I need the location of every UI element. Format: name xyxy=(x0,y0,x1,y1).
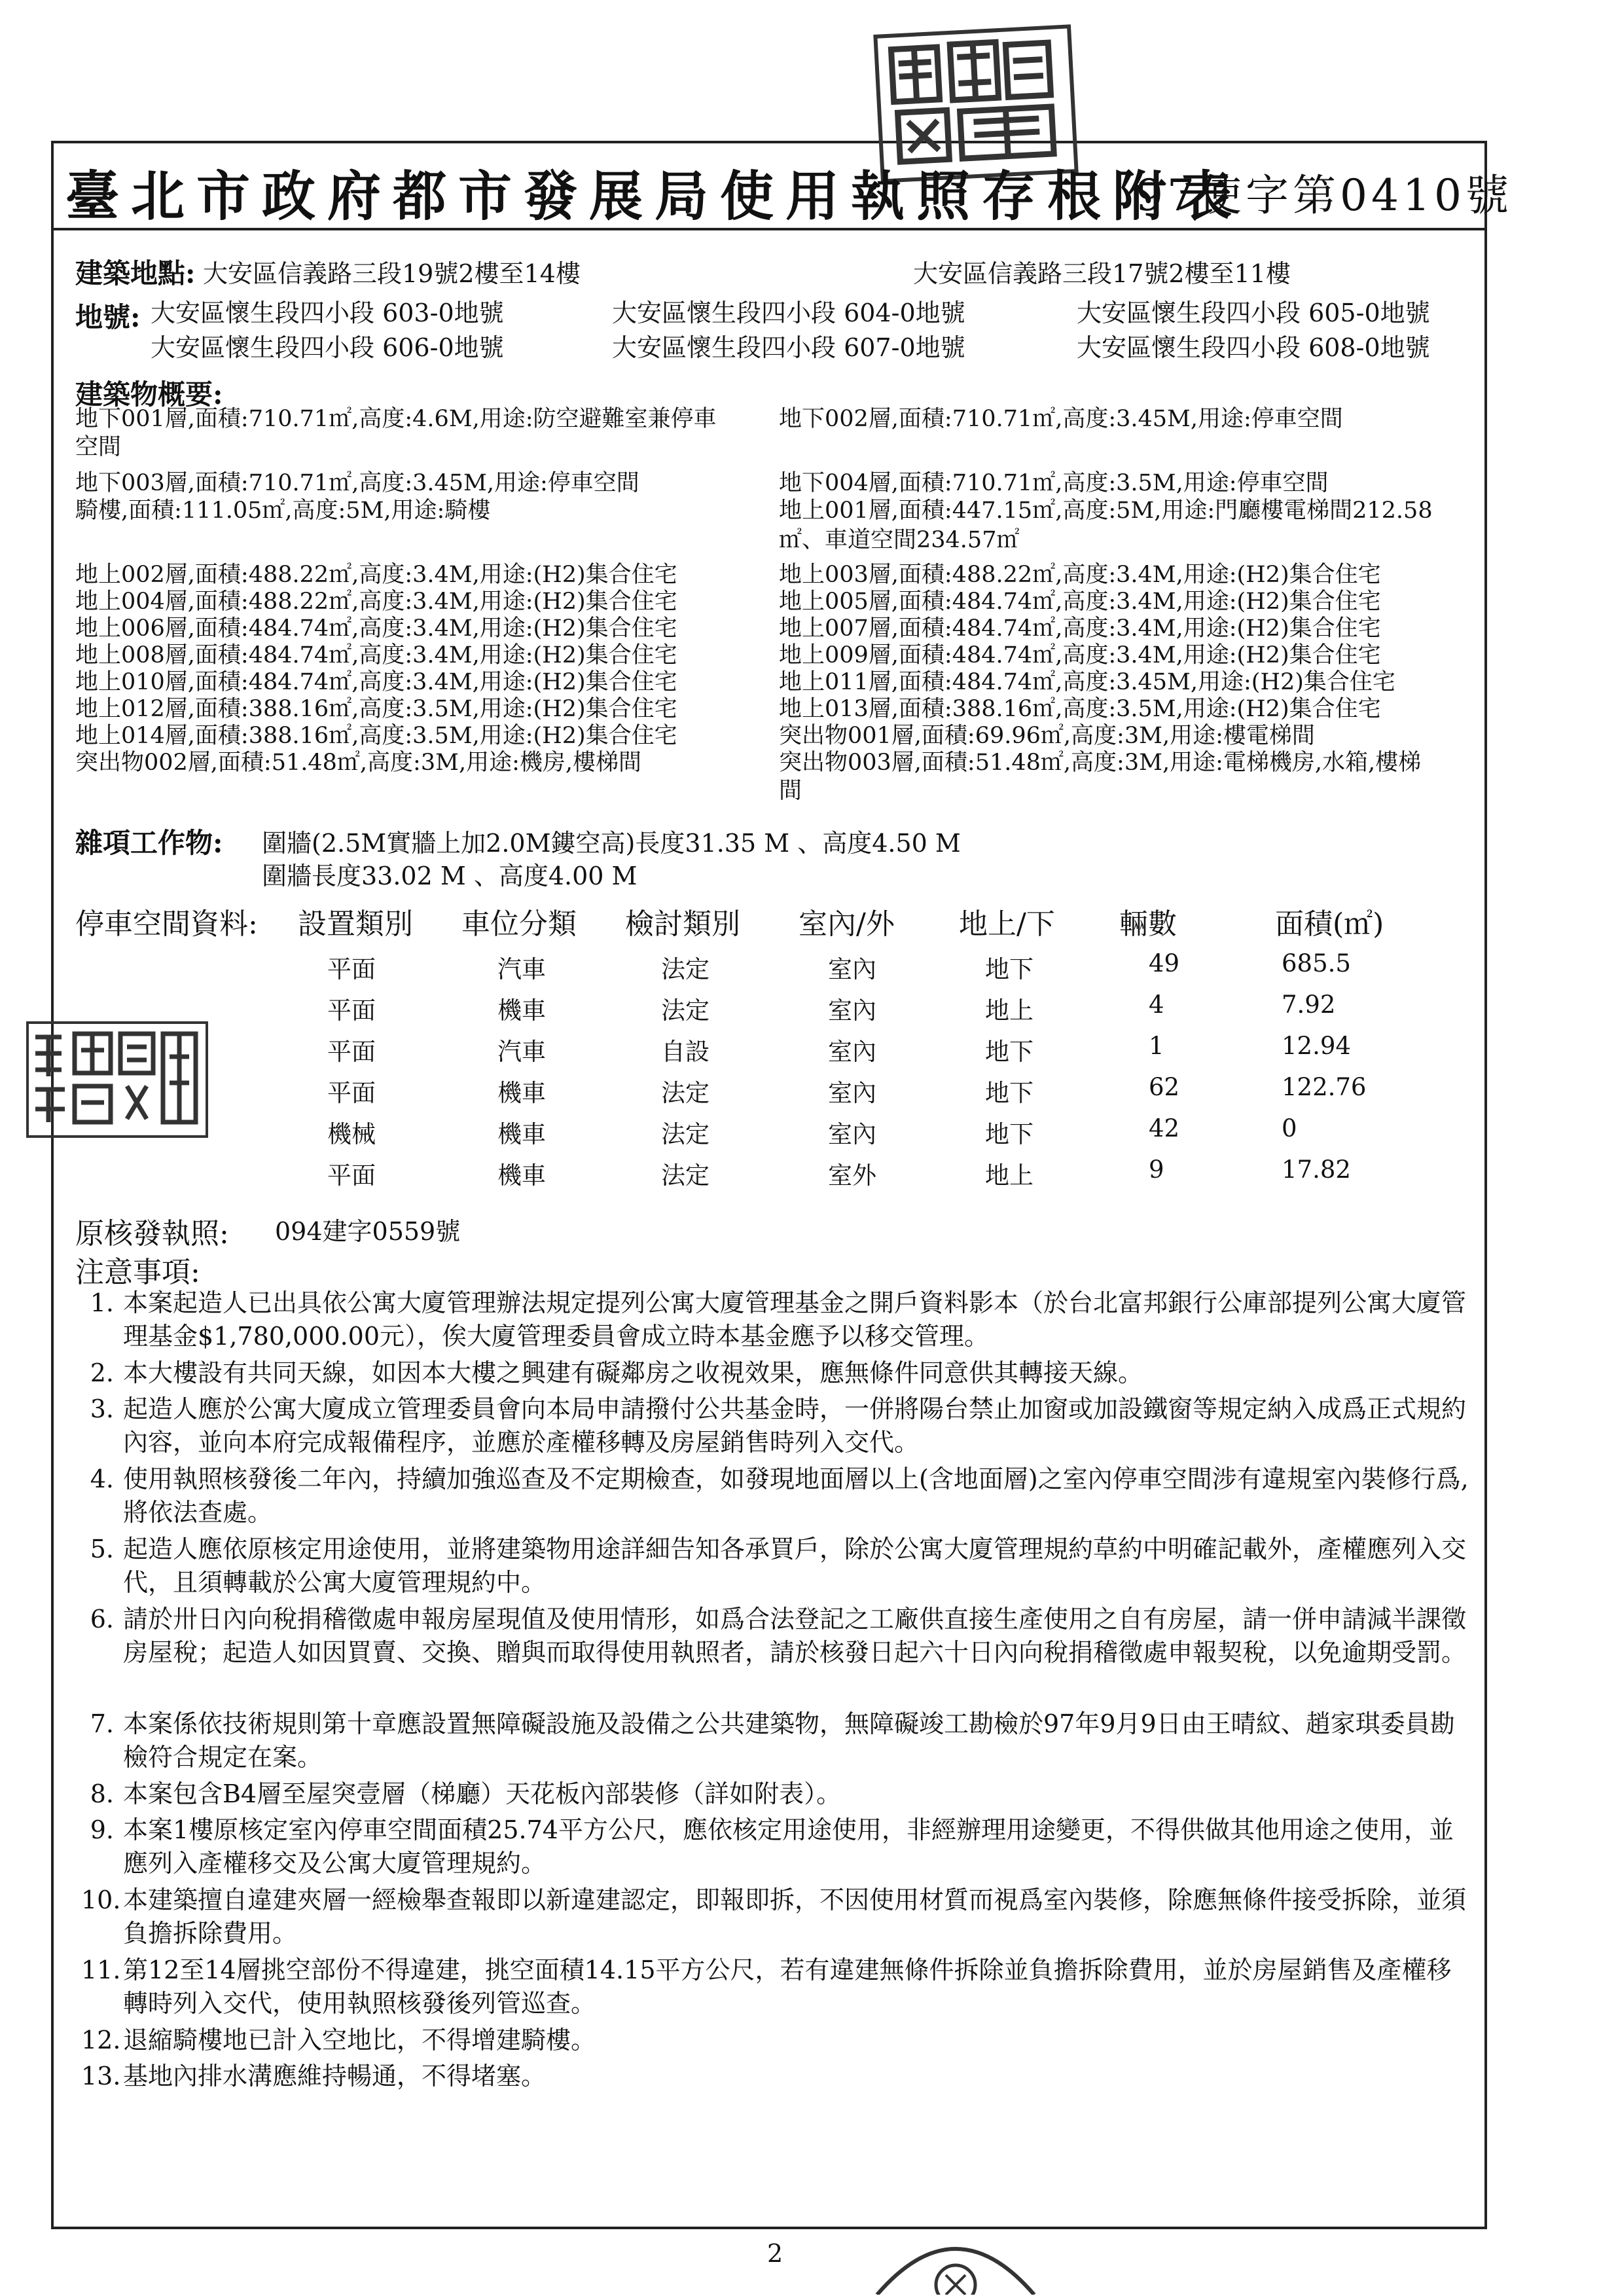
parking-header: 地上/下 xyxy=(959,907,1055,941)
overview-line: 地上007層,面積:484.74㎡,高度:3.4M,用途:(H2)集合住宅 xyxy=(779,615,1381,642)
parking-header: 面積(㎡) xyxy=(1275,907,1384,941)
parking-cell: 平面 xyxy=(327,1079,376,1107)
parking-cell: 地下 xyxy=(985,1038,1034,1066)
lot-item: 大安區懷生段四小段 607-0地號 xyxy=(612,333,965,362)
note-text: 本案1樓原核定室內停車空間面積25.74平方公尺，應依核定用途使用，非經辦理用途變更，不得供做其他用途之使用，並應列入產權移交及公寓大廈管理規約。 xyxy=(123,1815,1454,1878)
overview-line: 地上014層,面積:388.16㎡,高度:3.5M,用途:(H2)集合住宅 xyxy=(75,723,677,749)
parking-cell: 汽車 xyxy=(497,955,546,983)
note-text: 本建築擅自違建夾層一經檢舉查報即以新違建認定，即報即拆，不因使用材質而視爲室內裝修，除應無條件接受拆除，並須負擔拆除費用。 xyxy=(123,1886,1467,1948)
overview-line: 地上012層,面積:388.16㎡,高度:3.5M,用途:(H2)集合住宅 xyxy=(75,696,677,722)
overview-line: 地上001層,面積:447.15㎡,高度:5M,用途:門廳樓電梯間212.58 xyxy=(779,498,1433,524)
note-text: 請於卅日內向稅捐稽徵處申報房屋現值及使用情形，如爲合法登記之工廠供直接生產使用之自有房屋，請一併申請減半課徵房屋稅；起造人如因買賣、交換、贈與而取得使用執照者，請於核發日起六十日內向稅捐稽徵處申報契稅，以免逾期受罰。 xyxy=(123,1605,1467,1667)
parking-cell: 平面 xyxy=(327,1161,376,1190)
parking-cell: 平面 xyxy=(327,955,376,983)
overview-line: 地下004層,面積:710.71㎡,高度:3.5M,用途:停車空間 xyxy=(779,470,1329,496)
note-number: 8. xyxy=(90,1779,114,1808)
overview-line: 空間 xyxy=(75,434,122,460)
parking-cell: 室內 xyxy=(828,1079,876,1107)
seal-stamp-bottom xyxy=(871,2223,1041,2295)
parking-cell: 法定 xyxy=(661,955,710,983)
parking-header: 室內/外 xyxy=(799,907,895,941)
note-number: 4. xyxy=(90,1465,114,1493)
parking-cell: 地下 xyxy=(985,1120,1034,1148)
page-title: 臺北市政府都市發展局使用執照存根附表 xyxy=(65,165,1244,228)
overview-line: 地上010層,面積:484.74㎡,高度:3.4M,用途:(H2)集合住宅 xyxy=(75,669,677,695)
permit-number: 97使字第0410號 xyxy=(1136,170,1513,221)
lot-item: 大安區懷生段四小段 606-0地號 xyxy=(151,333,504,362)
overview-line: 地上011層,面積:484.74㎡,高度:3.45M,用途:(H2)集合住宅 xyxy=(779,669,1395,695)
overview-line: 地下003層,面積:710.71㎡,高度:3.45M,用途:停車空間 xyxy=(75,470,639,496)
parking-label: 停車空間資料: xyxy=(75,907,258,941)
lot-item: 大安區懷生段四小段 604-0地號 xyxy=(612,299,965,327)
page-number: 2 xyxy=(767,2239,783,2268)
overview-line: 突出物002層,面積:51.48㎡,高度:3M,用途:機房,樓梯間 xyxy=(75,750,641,776)
original-permit-label: 原核發執照: xyxy=(75,1217,229,1250)
overview-line: 地上002層,面積:488.22㎡,高度:3.4M,用途:(H2)集合住宅 xyxy=(75,562,677,588)
overview-line: ㎡、車道空間234.57㎡ xyxy=(779,527,1020,553)
note-number: 2. xyxy=(90,1358,114,1387)
note-text: 本案起造人已出具依公寓大廈管理辦法規定提列公寓大廈管理基金之開戶資料影本（於台北富邦銀行公庫部提列公寓大廈管理基金$1,780,000.00元），俟大廈管理委員會成立時本基金應予以移交管理。 xyxy=(123,1288,1467,1351)
note-text: 使用執照核發後二年內，持續加強巡查及不定期檢查，如發現地面層以上(含地面層)之室內停車空間涉有違規室內裝修行爲,將依法查處。 xyxy=(123,1465,1469,1527)
note-text: 基地內排水溝應維持暢通，不得堵塞。 xyxy=(123,2062,547,2090)
parking-cell: 平面 xyxy=(327,1038,376,1066)
parking-cell: 12.94 xyxy=(1282,1032,1351,1060)
parking-cell: 機車 xyxy=(497,996,546,1025)
parking-cell: 室內 xyxy=(828,1120,876,1148)
location-address-1: 大安區信義路三段19號2樓至14樓 xyxy=(203,259,581,288)
note-text: 起造人應依原核定用途使用，並將建築物用途詳細告知各承買戶，除於公寓大廈管理規約草約中明確記載外，產權應列入交代，且須轉載於公寓大廈管理規約中。 xyxy=(123,1535,1467,1597)
note-text: 退縮騎樓地已計入空地比，不得增建騎樓。 xyxy=(123,2026,596,2054)
parking-cell: 自設 xyxy=(661,1038,710,1066)
parking-header: 設置類別 xyxy=(298,907,413,941)
misc-label: 雜項工作物: xyxy=(75,827,223,859)
parking-header: 輛數 xyxy=(1119,907,1177,941)
parking-cell: 機車 xyxy=(497,1161,546,1190)
seal-stamp-left xyxy=(26,1021,208,1138)
parking-cell: 法定 xyxy=(661,996,710,1025)
parking-cell: 1 xyxy=(1149,1032,1164,1060)
note-text: 起造人應於公寓大廈成立管理委員會向本局申請撥付公共基金時，一併將陽台禁止加窗或加設鐵窗等規定納入成爲正式規約內容，並向本府完成報備程序，並應於產權移轉及房屋銷售時列入交代。 xyxy=(123,1394,1467,1457)
lot-item: 大安區懷生段四小段 608-0地號 xyxy=(1077,333,1430,362)
lot-label: 地號: xyxy=(75,301,141,333)
misc-line: 圍牆(2.5M實牆上加2.0M鏤空高)長度31.35 M 、高度4.50 M xyxy=(262,829,961,858)
parking-cell: 機車 xyxy=(497,1079,546,1107)
note-text: 本案係依技術規則第十章應設置無障礙設施及設備之公共建築物，無障礙竣工勘檢於97年9月9日由王晴紋、趙家琪委員勘檢符合規定在案。 xyxy=(123,1709,1455,1772)
note-number: 11. xyxy=(81,1956,121,1984)
parking-cell: 法定 xyxy=(661,1161,710,1190)
parking-cell: 地上 xyxy=(985,996,1034,1025)
lot-item: 大安區懷生段四小段 603-0地號 xyxy=(151,299,504,327)
parking-cell: 42 xyxy=(1149,1114,1180,1142)
parking-cell: 室內 xyxy=(828,1038,876,1066)
overview-line: 地上009層,面積:484.74㎡,高度:3.4M,用途:(H2)集合住宅 xyxy=(779,642,1381,668)
note-number: 5. xyxy=(90,1535,114,1563)
parking-cell: 62 xyxy=(1149,1073,1180,1101)
parking-cell: 0 xyxy=(1282,1114,1297,1142)
overview-line: 間 xyxy=(779,778,802,804)
note-number: 7. xyxy=(90,1709,114,1738)
misc-line: 圍牆長度33.02 M 、高度4.00 M xyxy=(262,862,638,890)
parking-cell: 17.82 xyxy=(1282,1156,1351,1184)
note-number: 13. xyxy=(81,2062,121,2090)
parking-header: 車位分類 xyxy=(461,907,577,941)
parking-cell: 室內 xyxy=(828,996,876,1025)
parking-cell: 汽車 xyxy=(497,1038,546,1066)
parking-cell: 機械 xyxy=(327,1120,376,1148)
note-text: 本大樓設有共同天線，如因本大樓之興建有礙鄰房之收視效果，應無條件同意供其轉接天線。 xyxy=(123,1358,1143,1387)
overview-line: 地上008層,面積:484.74㎡,高度:3.4M,用途:(H2)集合住宅 xyxy=(75,642,677,668)
overview-line: 地上006層,面積:484.74㎡,高度:3.4M,用途:(H2)集合住宅 xyxy=(75,615,677,642)
overview-line: 突出物003層,面積:51.48㎡,高度:3M,用途:電梯機房,水箱,樓梯 xyxy=(779,750,1422,776)
overview-line: 地上003層,面積:488.22㎡,高度:3.4M,用途:(H2)集合住宅 xyxy=(779,562,1381,588)
overview-line: 地上013層,面積:388.16㎡,高度:3.5M,用途:(H2)集合住宅 xyxy=(779,696,1381,722)
note-text: 本案包含B4層至屋突壹層（梯廳）天花板內部裝修（詳如附表）。 xyxy=(123,1779,842,1808)
note-number: 6. xyxy=(90,1605,114,1633)
parking-cell: 室內 xyxy=(828,955,876,983)
overview-line: 地下001層,面積:710.71㎡,高度:4.6M,用途:防空避難室兼停車 xyxy=(75,406,717,432)
parking-cell: 法定 xyxy=(661,1120,710,1148)
parking-cell: 室外 xyxy=(828,1161,876,1190)
parking-cell: 7.92 xyxy=(1282,991,1336,1019)
parking-cell: 685.5 xyxy=(1282,949,1351,977)
parking-cell: 4 xyxy=(1149,991,1164,1019)
notes-label: 注意事項: xyxy=(75,1256,200,1289)
note-number: 12. xyxy=(81,2026,121,2054)
parking-cell: 122.76 xyxy=(1282,1073,1367,1101)
overview-line: 地上004層,面積:488.22㎡,高度:3.4M,用途:(H2)集合住宅 xyxy=(75,589,677,615)
overview-line: 突出物001層,面積:69.96㎡,高度:3M,用途:樓電梯間 xyxy=(779,723,1315,749)
location-address-2: 大安區信義路三段17號2樓至11樓 xyxy=(913,259,1291,288)
overview-label: 建築物概要: xyxy=(75,378,223,410)
lot-item: 大安區懷生段四小段 605-0地號 xyxy=(1077,299,1430,327)
note-text: 第12至14層挑空部份不得違建，挑空面積14.15平方公尺，若有違建無條件拆除並負擔拆除費用，並於房屋銷售及產權移轉時列入交代，使用執照核發後列管巡查。 xyxy=(123,1956,1452,2018)
location-label: 建築地點: xyxy=(75,257,196,289)
parking-cell: 平面 xyxy=(327,996,376,1025)
note-number: 3. xyxy=(90,1394,114,1423)
overview-line: 地下002層,面積:710.71㎡,高度:3.45M,用途:停車空間 xyxy=(779,406,1343,432)
note-number: 9. xyxy=(90,1815,114,1844)
parking-header: 檢討類別 xyxy=(625,907,740,941)
note-number: 10. xyxy=(81,1886,121,1914)
parking-cell: 機車 xyxy=(497,1120,546,1148)
original-permit-value: 094建字0559號 xyxy=(275,1217,461,1246)
overview-line: 騎樓,面積:111.05㎡,高度:5M,用途:騎樓 xyxy=(75,498,491,524)
parking-cell: 地下 xyxy=(985,1079,1034,1107)
overview-line: 地上005層,面積:484.74㎡,高度:3.4M,用途:(H2)集合住宅 xyxy=(779,589,1381,615)
parking-cell: 49 xyxy=(1149,949,1180,977)
parking-cell: 地上 xyxy=(985,1161,1034,1190)
parking-cell: 9 xyxy=(1149,1156,1164,1184)
parking-cell: 法定 xyxy=(661,1079,710,1107)
parking-cell: 地下 xyxy=(985,955,1034,983)
note-number: 1. xyxy=(90,1288,114,1317)
